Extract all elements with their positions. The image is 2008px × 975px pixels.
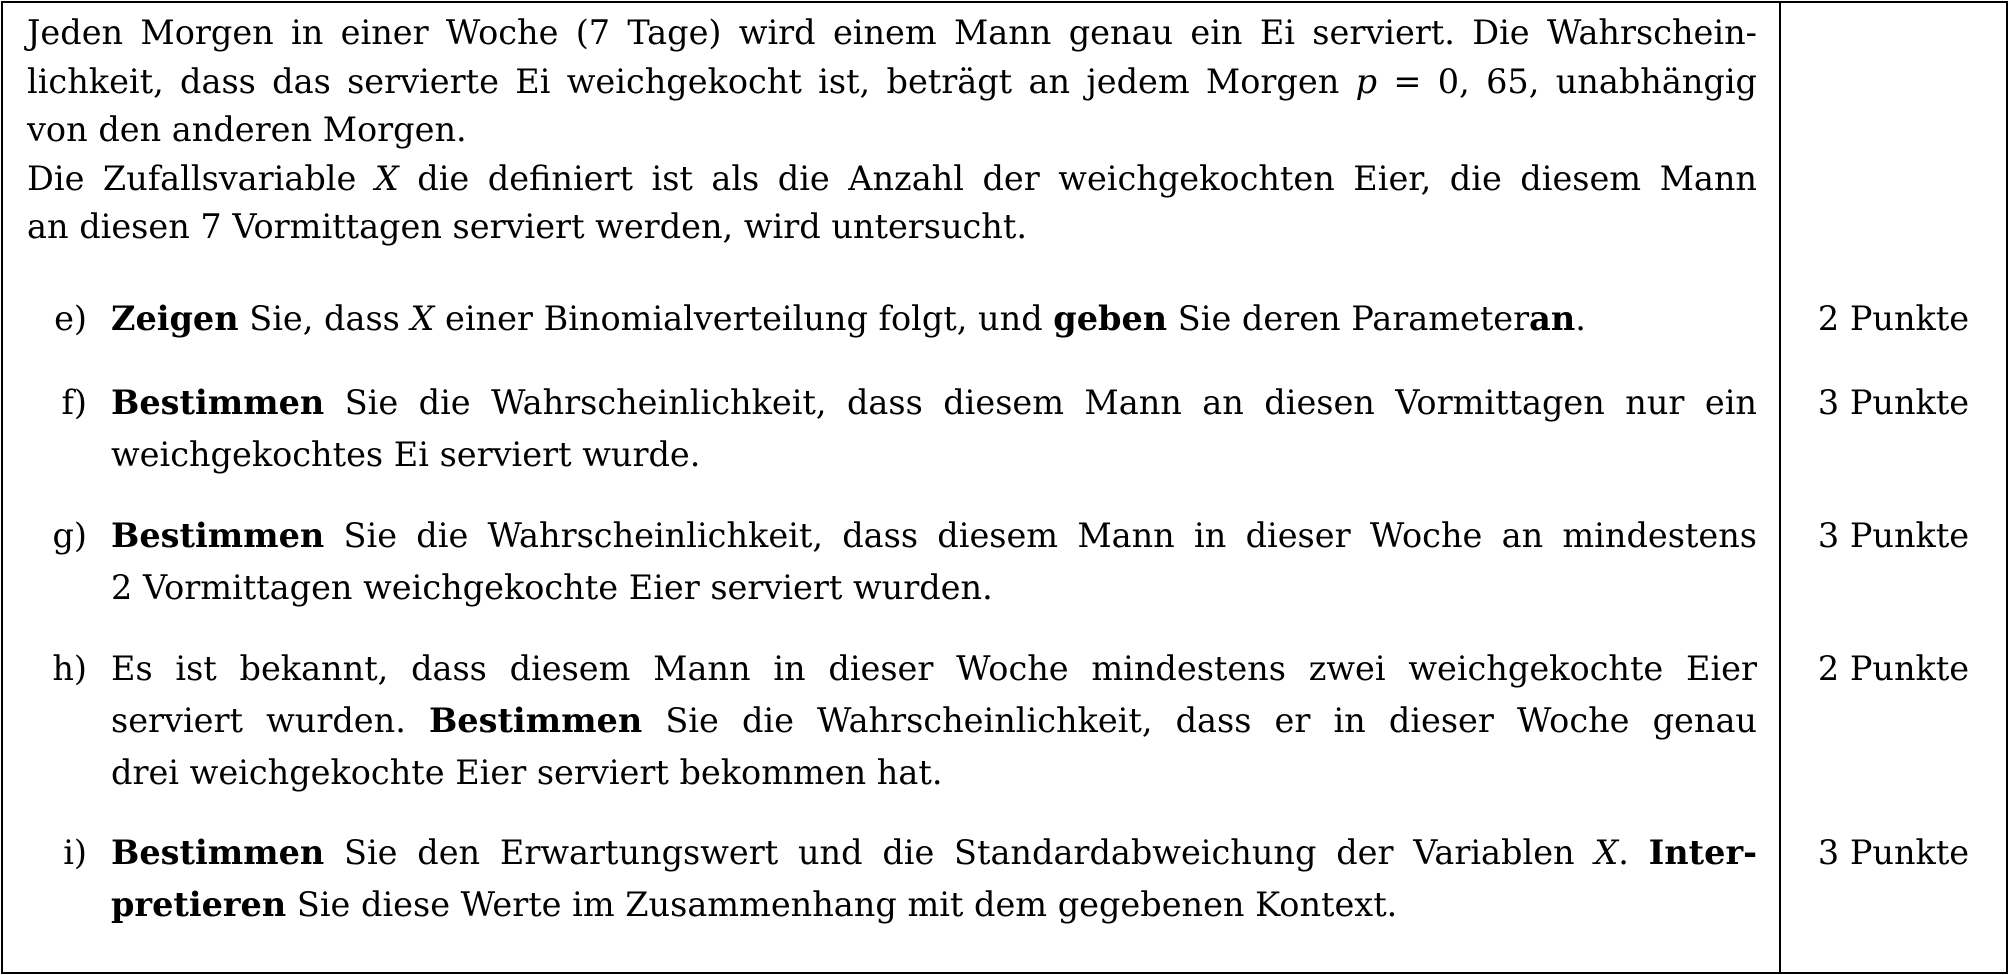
points-value: 3 Punkte: [1817, 383, 1970, 422]
task-label: e): [54, 299, 87, 338]
task-label: h): [52, 649, 87, 688]
task-text: [111, 377, 1757, 481]
text-run: .: [1575, 299, 1586, 338]
task-line: [111, 747, 1757, 799]
task-text: [111, 510, 1757, 614]
points-value: 2 Punkte: [1817, 299, 1970, 338]
intro-line: an diesen 7 Vormittagen serviert werden, wird untersucht.: [27, 207, 1027, 246]
task-text: [111, 643, 1757, 799]
task-label: g): [52, 516, 87, 555]
task-line: [111, 429, 1757, 481]
intro-line: lichkeit, dass das servierte Ei weichgekocht ist, beträgt an jedem Morgen p = 0, 65, unabhängig: [27, 61, 1757, 101]
text-run: serviert wurden.: [111, 701, 429, 740]
emphasis-bold: geben: [1053, 299, 1168, 338]
text-run: Sie deren Parameter: [1167, 299, 1530, 338]
intro-line: Die Zufallsvariable X die definiert ist als die Anzahl der weichgekochten Eier, die diesem Mann: [27, 158, 1758, 198]
emphasis-bold: Bestimmen: [428, 701, 643, 740]
emphasis-bold: Zeigen: [111, 299, 239, 338]
points-value: 3 Punkte: [1817, 516, 1970, 555]
exercise-table: [1, 1, 2008, 974]
text-run: .: [1618, 833, 1649, 872]
emphasis-bold: Bestimmen: [111, 833, 325, 872]
task-line: [111, 293, 1757, 345]
emphasis-bold: pretieren: [111, 885, 287, 924]
math-variable: X: [1594, 833, 1619, 872]
task-line: [111, 695, 1757, 747]
intro-paragraph: [27, 9, 1757, 252]
math-variable: X: [410, 299, 435, 338]
points-value: 3 Punkte: [1817, 833, 1970, 872]
text-run: Sie den Erwartungswert und die Standardabweichung der Variablen: [324, 833, 1595, 872]
task-line: [111, 879, 1757, 931]
text-run: Sie die Wahrscheinlichkeit, dass diesem Mann in dieser Woche an mindestens: [324, 516, 1757, 555]
task-line: [111, 377, 1757, 429]
text-run: drei weichgekochte Eier serviert bekommen hat.: [111, 753, 943, 792]
task-label: f): [61, 383, 87, 422]
emphasis-bold: Inter-: [1648, 833, 1757, 872]
emphasis-bold: an: [1529, 299, 1576, 338]
intro-line: von den anderen Morgen.: [27, 110, 467, 149]
task-text: [111, 293, 1757, 345]
text-run: weichgekochtes Ei serviert wurde.: [111, 435, 701, 474]
emphasis-bold: Bestimmen: [111, 383, 325, 422]
task-line: [111, 827, 1757, 879]
text-run: Sie, dass: [238, 299, 411, 338]
task-text: [111, 827, 1757, 931]
text-run: Sie diese Werte im Zusammenhang mit dem gegebenen Kontext.: [286, 885, 1398, 924]
emphasis-bold: Bestimmen: [111, 516, 325, 555]
task-line: [111, 562, 1757, 614]
task-line: [111, 643, 1757, 695]
intro-line: Jeden Morgen in einer Woche (7 Tage) wird einem Mann genau ein Ei serviert. Die Wahrschein-: [27, 13, 1757, 52]
text-run: Sie die Wahrscheinlichkeit, dass er in dieser Woche genau: [642, 701, 1757, 740]
points-value: 2 Punkte: [1817, 649, 1970, 688]
text-run: Sie die Wahrscheinlichkeit, dass diesem Mann an diesen Vormittagen nur ein: [324, 383, 1757, 422]
text-run: einer Binomialverteilung folgt, und: [434, 299, 1054, 338]
text-run: Es ist bekannt, dass diesem Mann in dieser Woche mindestens zwei weichgekochte Eier: [111, 649, 1757, 688]
text-run: 2 Vormittagen weichgekochte Eier serviert wurden.: [111, 568, 993, 607]
task-line: [111, 510, 1757, 562]
task-label: i): [63, 833, 87, 872]
